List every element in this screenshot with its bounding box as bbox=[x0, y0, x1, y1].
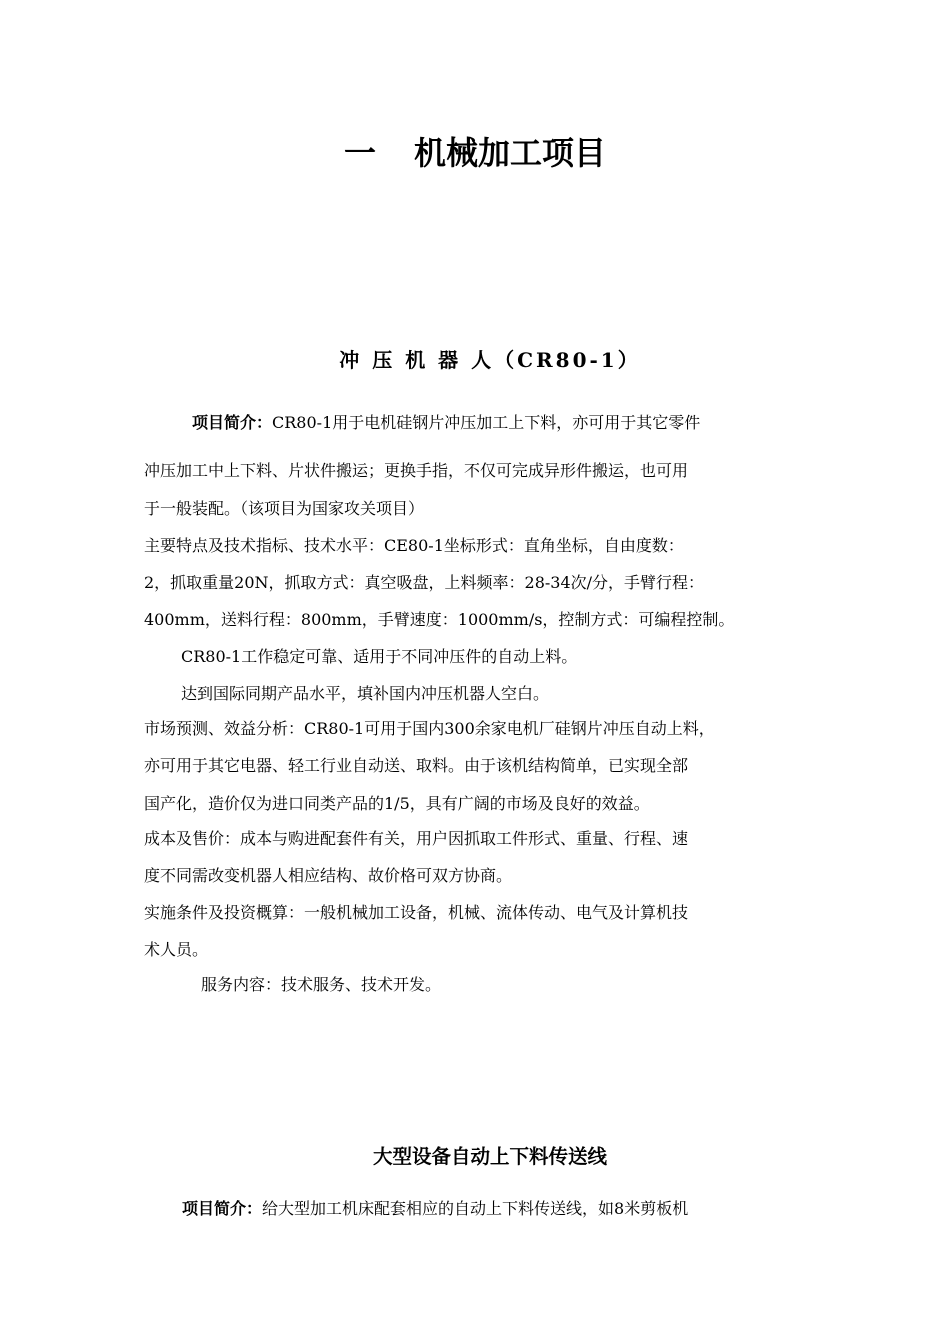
section1-service: 服务内容：技术服务、技术开发。 bbox=[201, 975, 442, 994]
section1-level: 达到国际同期产品水平，填补国内冲压机器人空白。 bbox=[181, 684, 550, 703]
section2-intro-line1 bbox=[182, 1197, 688, 1221]
section1-intro-text: CR80-1用于电机硅钢片冲压加工上下料，亦可用于其它零件 bbox=[272, 413, 701, 432]
section1-features-line3: 400mm，送料行程：800mm，手臂速度：1000mm/s，控制方式：可编程控制。 bbox=[144, 610, 735, 629]
section2-title: 大型设备自动上下料传送线 bbox=[372, 1145, 607, 1168]
section1-intro-line3: 于一般装配。（该项目为国家攻关项目） bbox=[144, 499, 425, 518]
section2-intro-text: 给大型加工机床配套相应的自动上下料传送线，如8米剪板机 bbox=[262, 1199, 689, 1218]
main-title-number: 一 bbox=[343, 134, 376, 172]
section1-intro-line1 bbox=[192, 411, 700, 435]
section1-impl-line1: 实施条件及投资概算：一般机械加工设备，机械、流体传动、电气及计算机技 bbox=[144, 903, 689, 922]
section1-title: 冲 压 机 器 人（CR80-1） bbox=[339, 348, 641, 372]
section1-market-line2: 亦可用于其它电器、轻工行业自动送、取料。由于该机结构简单，已实现全部 bbox=[144, 756, 689, 775]
main-title bbox=[0, 131, 950, 175]
section1-intro-label: 项目简介： bbox=[192, 413, 273, 432]
section1-stability: CR80-1工作稳定可靠、适用于不同冲压件的自动上料。 bbox=[181, 647, 578, 666]
section1-intro-line2: 冲压加工中上下料、片状件搬运；更换手指，不仅可完成异形件搬运，也可用 bbox=[144, 461, 689, 480]
main-title-text: 机械加工项目 bbox=[414, 134, 607, 172]
section1-impl-line2: 术人员。 bbox=[144, 940, 209, 959]
section2-intro-label: 项目简介： bbox=[182, 1199, 263, 1218]
section1-features-line2: 2，抓取重量20N，抓取方式：真空吸盘，上料频率：28-34次/分，手臂行程： bbox=[144, 573, 705, 592]
section1-cost-line2: 度不同需改变机器人相应结构、故价格可双方协商。 bbox=[144, 866, 513, 885]
section1-cost-line1: 成本及售价：成本与购进配套件有关，用户因抓取工件形式、重量、行程、速 bbox=[144, 829, 689, 848]
section1-market-line3: 国产化，造价仅为进口同类产品的1/5，具有广阔的市场及良好的效益。 bbox=[144, 794, 650, 813]
section1-features-line1: 主要特点及技术指标、技术水平：CE80-1坐标形式：直角坐标，自由度数： bbox=[144, 536, 684, 555]
section1-market-line1: 市场预测、效益分析：CR80-1可用于国内300余家电机厂硅钢片冲压自动上料， bbox=[144, 719, 715, 738]
